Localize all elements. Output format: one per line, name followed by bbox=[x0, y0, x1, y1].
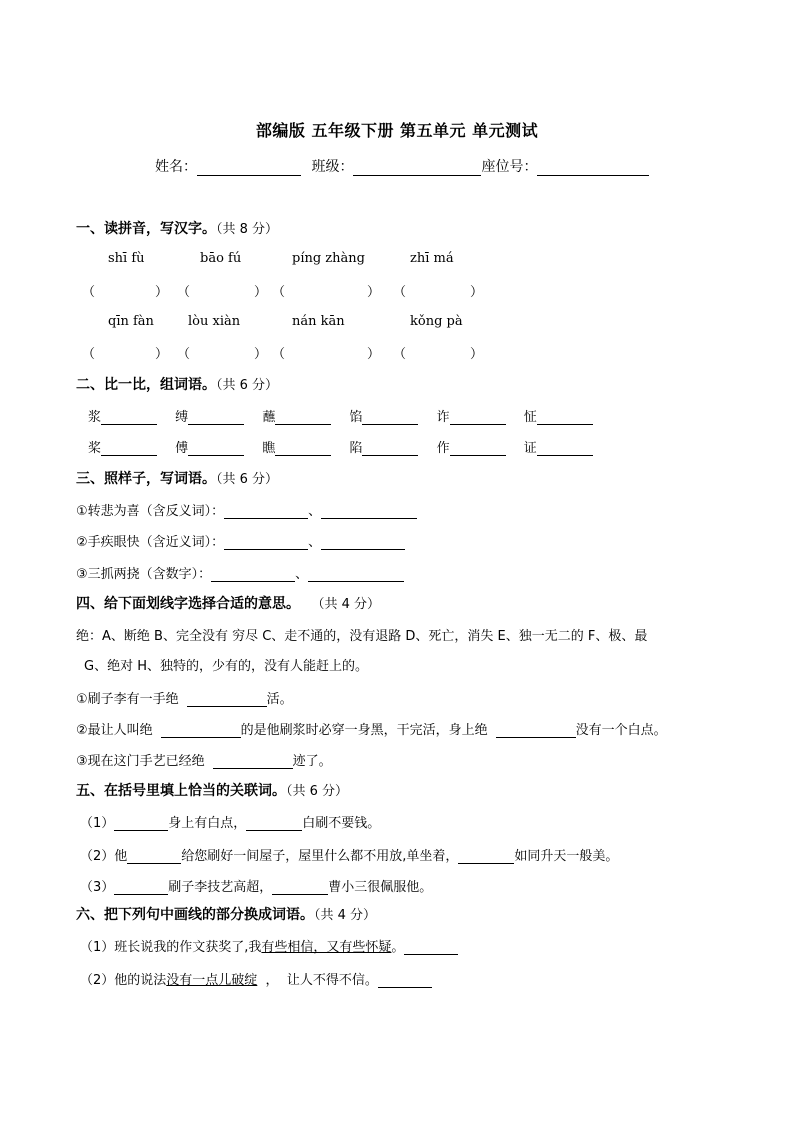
compare-row-1: 浆 缚 蘸 馅 诈 怔 bbox=[88, 406, 593, 425]
meaning-question-3: ③现在这门手艺已经绝 迹了。 bbox=[76, 754, 332, 769]
underlined-phrase: 没有一点儿破绽 bbox=[166, 973, 258, 988]
section-1-heading: 一、读拼音，写汉字。（共 8 分） bbox=[76, 221, 279, 237]
answer-paren-7[interactable]: （ ） bbox=[272, 347, 381, 362]
pinyin-7: nán kān bbox=[292, 314, 345, 329]
seat-blank[interactable] bbox=[537, 161, 649, 176]
answer-paren-8[interactable]: （ ） bbox=[393, 347, 484, 362]
answer-paren-2[interactable]: （ ） bbox=[177, 285, 268, 300]
example-3: ③三抓两挠（含数字）： 、 bbox=[76, 563, 404, 582]
conjunction-line-2: （2）他 给您刷好一间屋子，屋里什么都不用放,单坐着， 如同升天一般美。 bbox=[80, 849, 619, 864]
example-2: ②手疾眼快（含近义词）： 、 bbox=[76, 531, 405, 550]
definition-line-2: G、绝对 H、独特的，少有的，没有人能赶上的。 bbox=[84, 659, 368, 674]
replace-line-2: （2）他的说法没有一点儿破绽 ， 让人不得不信。 bbox=[80, 969, 432, 988]
underlined-phrase: 有些相信，又有些怀疑 bbox=[261, 940, 392, 955]
answer-paren-5[interactable]: （ ） bbox=[82, 347, 169, 362]
section-4-heading: 四、给下面划线字选择合适的意思。 （共 4 分） bbox=[76, 596, 381, 612]
pinyin-5: qīn fàn bbox=[108, 314, 154, 329]
definition-line-1: 绝：A、断绝 B、完全没有 穷尽 C、走不通的，没有退路 D、死亡，消失 E、独一无二的 F、极、最 bbox=[76, 629, 648, 644]
answer-paren-3[interactable]: （ ） bbox=[272, 285, 381, 300]
conjunction-line-1: （1） 身上有白点， 白刷不要钱。 bbox=[80, 816, 381, 831]
pinyin-6: lòu xiàn bbox=[188, 314, 241, 329]
answer-paren-6[interactable]: （ ） bbox=[177, 347, 268, 362]
section-3-heading: 三、照样子，写词语。（共 6 分） bbox=[76, 471, 279, 487]
class-label: 班级： bbox=[311, 159, 354, 175]
pinyin-3: píng zhàng bbox=[292, 251, 365, 266]
pinyin-1: shī fù bbox=[108, 251, 145, 266]
meaning-question-2: ②最让人叫绝 的是他刷浆时必穿一身黑，干完活，身上绝 没有一个白点。 bbox=[76, 723, 667, 738]
pinyin-4: zhī má bbox=[410, 251, 454, 266]
answer-paren-4[interactable]: （ ） bbox=[393, 285, 484, 300]
replace-line-1: （1）班长说我的作文获奖了,我有些相信，又有些怀疑。 bbox=[80, 936, 458, 955]
compare-row-2: 桨 傅 瞧 陷 作 证 bbox=[88, 437, 593, 456]
section-5-heading: 五、在括号里填上恰当的关联词。（共 6 分） bbox=[76, 783, 349, 799]
name-blank[interactable] bbox=[197, 161, 301, 176]
meaning-question-1: ①刷子李有一手绝 活。 bbox=[76, 692, 293, 707]
section-2-heading: 二、比一比，组词语。（共 6 分） bbox=[76, 377, 279, 393]
conjunction-line-3: （3） 刷子李技艺高超， 曹小三很佩服他。 bbox=[80, 880, 433, 895]
seat-label: 座位号： bbox=[481, 159, 538, 175]
section-6-heading: 六、把下列句中画线的部分换成词语。（共 4 分） bbox=[76, 907, 377, 923]
name-label: 姓名： bbox=[155, 159, 197, 175]
page-title: 部编版 五年级下册 第五单元 单元测试 bbox=[255, 121, 539, 140]
example-1: ①转悲为喜（含反义词）： 、 bbox=[76, 500, 417, 519]
pinyin-8: kǒng pà bbox=[410, 314, 463, 329]
class-blank[interactable] bbox=[353, 161, 481, 176]
pinyin-2: bāo fú bbox=[200, 251, 242, 266]
student-info-line bbox=[155, 156, 649, 176]
answer-paren-1[interactable]: （ ） bbox=[82, 285, 169, 300]
